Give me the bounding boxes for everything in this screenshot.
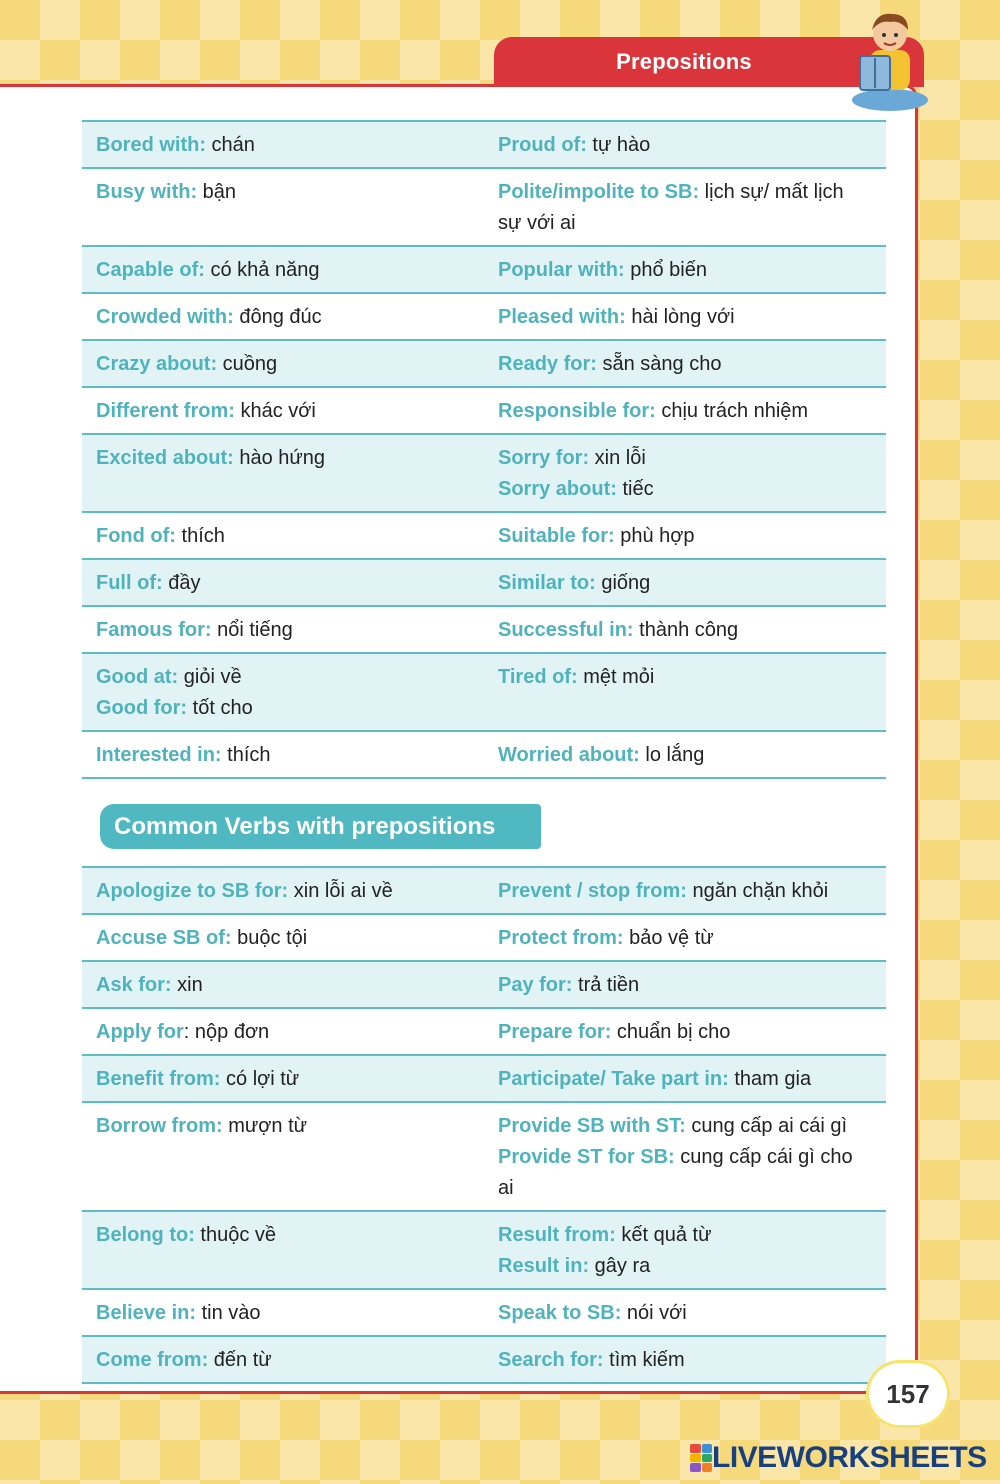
entry-term: Similar to:: [498, 572, 596, 594]
entry-line: [498, 1298, 872, 1329]
entry-line: [96, 130, 470, 161]
entry-term: Come from:: [96, 1349, 209, 1371]
table-cell-right: [484, 868, 886, 913]
table-cell-left: [82, 962, 484, 1007]
entry-line: [498, 1111, 872, 1142]
entry-meaning: bận: [197, 181, 237, 203]
table-row: [82, 1009, 886, 1056]
entry-line: [498, 474, 872, 505]
table-cell-left: [82, 868, 484, 913]
entry-term: Belong to:: [96, 1224, 195, 1246]
section-title: Common Verbs with prepositions: [114, 813, 496, 840]
table-cell-left: [82, 247, 484, 292]
table-cell-left: [82, 1290, 484, 1335]
table-row: [82, 607, 886, 654]
entry-term: Search for:: [498, 1349, 604, 1371]
entry-meaning: chán: [206, 134, 255, 156]
entry-line: [96, 177, 470, 208]
entry-term: Prevent / stop from:: [498, 880, 687, 902]
entry-line: [96, 349, 470, 380]
entry-term: Proud of:: [498, 134, 587, 156]
entry-meaning: tham gia: [728, 1068, 812, 1090]
entry-term: Capable of:: [96, 259, 205, 281]
entry-line: [96, 302, 470, 333]
entry-term: Good for:: [96, 697, 188, 719]
entry-line: [96, 1111, 470, 1142]
entry-term: Ready for:: [498, 353, 597, 375]
page-title: Prepositions: [616, 49, 752, 74]
page-number-badge: [866, 1360, 950, 1428]
table-cell-right: [484, 388, 886, 433]
entry-meaning: cung cấp ai cái gì: [685, 1115, 848, 1137]
entry-meaning: có khả năng: [204, 259, 320, 281]
entry-term: Result from:: [498, 1224, 616, 1246]
table-cell-left: [82, 1056, 484, 1101]
entry-term: Responsible for:: [498, 400, 656, 422]
table-cell-left: [82, 1212, 484, 1288]
entry-term: Ask for:: [96, 974, 172, 996]
entry-term: Busy with:: [96, 181, 198, 203]
table-cell-right: [484, 607, 886, 652]
table-cell-left: [82, 1009, 484, 1054]
table-cell-left: [82, 654, 484, 730]
entry-term: Believe in:: [96, 1302, 197, 1324]
entry-meaning: đông đúc: [233, 306, 322, 328]
entry-line: [498, 876, 872, 907]
entry-meaning: : nộp đơn: [183, 1021, 270, 1043]
entry-line: [498, 443, 872, 474]
adjective-prepositions-table: [82, 120, 886, 779]
entry-term: Tired of:: [498, 666, 578, 688]
table-cell-left: [82, 513, 484, 558]
entry-term: Bored with:: [96, 134, 206, 156]
table-cell-left: [82, 560, 484, 605]
entry-line: [96, 1220, 470, 1251]
table-cell-left: [82, 607, 484, 652]
entry-term: Worried about:: [498, 744, 640, 766]
entry-term: Popular with:: [498, 259, 625, 281]
entry-meaning: thuộc về: [194, 1224, 277, 1246]
entry-meaning: đầy: [162, 572, 201, 594]
entry-line: [96, 1017, 470, 1048]
entry-meaning: ngăn chặn khỏi: [686, 880, 829, 902]
table-cell-right: [484, 247, 886, 292]
table-cell-left: [82, 169, 484, 245]
liveworksheets-logo-icon: [690, 1444, 712, 1472]
entry-meaning: gây ra: [589, 1255, 651, 1277]
table-cell-left: [82, 341, 484, 386]
entry-meaning: tiếc: [616, 478, 654, 500]
entry-meaning: lo lắng: [639, 744, 705, 766]
entry-term: Suitable for:: [498, 525, 615, 547]
entry-line: [498, 1345, 872, 1376]
entry-line: [96, 876, 470, 907]
table-cell-right: [484, 1103, 886, 1210]
table-cell-right: [484, 1337, 886, 1382]
entry-line: [498, 1064, 872, 1095]
table-row: [82, 1103, 886, 1212]
entry-line: [96, 396, 470, 427]
table-row: [82, 732, 886, 779]
entry-line: [498, 349, 872, 380]
entry-term: Speak to SB:: [498, 1302, 622, 1324]
table-cell-right: [484, 435, 886, 511]
entry-meaning: buộc tội: [231, 927, 308, 949]
entry-line: [96, 1345, 470, 1376]
entry-meaning: xin: [171, 974, 203, 996]
table-row: [82, 513, 886, 560]
table-row: [82, 169, 886, 247]
table-cell-right: [484, 560, 886, 605]
entry-meaning: chịu trách nhiệm: [655, 400, 809, 422]
entry-line: [498, 1017, 872, 1048]
table-row: [82, 294, 886, 341]
table-row: [82, 247, 886, 294]
table-row: [82, 1056, 886, 1103]
table-row: [82, 122, 886, 169]
table-cell-right: [484, 341, 886, 386]
entry-term: Result in:: [498, 1255, 590, 1277]
brand-watermark: [690, 1440, 990, 1476]
entry-term: Good at:: [96, 666, 179, 688]
entry-term: Protect from:: [498, 927, 624, 949]
entry-term: Full of:: [96, 572, 163, 594]
entry-term: Benefit from:: [96, 1068, 221, 1090]
entry-line: [96, 740, 470, 771]
entry-term: Polite/impolite to SB:: [498, 181, 700, 203]
entry-meaning: giống: [595, 572, 651, 594]
entry-meaning: kết quả từ: [615, 1224, 712, 1246]
entry-term: Crazy about:: [96, 353, 218, 375]
table-cell-left: [82, 1337, 484, 1382]
table-cell-left: [82, 1103, 484, 1210]
entry-meaning: tin vào: [196, 1302, 261, 1324]
entry-meaning: đến từ: [208, 1349, 272, 1371]
entry-line: [96, 662, 470, 693]
table-cell-right: [484, 1290, 886, 1335]
entry-line: [96, 1298, 470, 1329]
entry-meaning: thành công: [633, 619, 739, 641]
entry-meaning: bảo vệ từ: [623, 927, 714, 949]
entry-line: [96, 970, 470, 1001]
entry-line: [96, 443, 470, 474]
entry-line: [498, 1220, 872, 1251]
table-row: [82, 1337, 886, 1384]
entry-meaning: nổi tiếng: [211, 619, 293, 641]
entry-line: [498, 662, 872, 693]
table-cell-right: [484, 915, 886, 960]
entry-meaning: khác với: [234, 400, 316, 422]
entry-meaning: chuẩn bị cho: [611, 1021, 731, 1043]
entry-term: Borrow from:: [96, 1115, 223, 1137]
table-cell-right: [484, 654, 886, 730]
entry-line: [96, 255, 470, 286]
entry-meaning: tự hào: [586, 134, 651, 156]
entry-meaning: hào hứng: [233, 447, 326, 469]
table-cell-right: [484, 294, 886, 339]
entry-term: Prepare for:: [498, 1021, 612, 1043]
entry-meaning: cung cấp cái gì cho ai: [498, 1146, 853, 1199]
entry-meaning: nói với: [621, 1302, 687, 1324]
entry-line: [96, 923, 470, 954]
entry-meaning: phù hợp: [614, 525, 695, 547]
entry-line: [96, 615, 470, 646]
entry-term: Famous for:: [96, 619, 212, 641]
entry-line: [498, 1142, 872, 1204]
table-row: [82, 962, 886, 1009]
entry-term: Different from:: [96, 400, 235, 422]
table-cell-right: [484, 169, 886, 245]
entry-meaning: lịch sự/ mất lịch sự với ai: [498, 181, 844, 234]
boy-reading-book-icon: [842, 8, 932, 112]
table-cell-left: [82, 122, 484, 167]
entry-term: Crowded with:: [96, 306, 234, 328]
table-row: [82, 560, 886, 607]
entry-meaning: cuồng: [217, 353, 278, 375]
entry-line: [96, 568, 470, 599]
entry-meaning: trả tiền: [572, 974, 640, 996]
entry-line: [498, 970, 872, 1001]
brand-name: LIVEWORKSHEETS: [712, 1441, 987, 1474]
entry-term: Participate/ Take part in:: [498, 1068, 729, 1090]
entry-line: [498, 568, 872, 599]
entry-line: [498, 1251, 872, 1282]
entry-line: [498, 130, 872, 161]
table-cell-right: [484, 513, 886, 558]
entry-line: [498, 923, 872, 954]
entry-meaning: xin lỗi: [589, 447, 646, 469]
table-cell-right: [484, 122, 886, 167]
entry-term: Excited about:: [96, 447, 234, 469]
entry-line: [498, 396, 872, 427]
entry-meaning: sẵn sàng cho: [596, 353, 722, 375]
entry-term: Sorry for:: [498, 447, 590, 469]
table-row: [82, 388, 886, 435]
table-row: [82, 1212, 886, 1290]
table-row: [82, 341, 886, 388]
entry-line: [498, 302, 872, 333]
entry-term: Accuse SB of:: [96, 927, 232, 949]
table-cell-left: [82, 388, 484, 433]
entry-meaning: phổ biến: [624, 259, 707, 281]
entry-term: Successful in:: [498, 619, 634, 641]
table-cell-left: [82, 294, 484, 339]
page-number: 157: [886, 1379, 930, 1409]
entry-line: [498, 255, 872, 286]
table-row: [82, 1290, 886, 1337]
entry-line: [498, 740, 872, 771]
table-cell-right: [484, 732, 886, 777]
entry-meaning: hài lòng với: [625, 306, 735, 328]
table-row: [82, 435, 886, 513]
table-row: [82, 915, 886, 962]
table-row: [82, 868, 886, 915]
entry-meaning: mượn từ: [222, 1115, 308, 1137]
entry-meaning: giỏi về: [178, 666, 242, 688]
entry-meaning: thích: [175, 525, 225, 547]
table-cell-right: [484, 962, 886, 1007]
entry-term: Apply for: [96, 1021, 184, 1043]
entry-line: [96, 521, 470, 552]
entry-meaning: tốt cho: [187, 697, 253, 719]
entry-term: Pay for:: [498, 974, 573, 996]
verb-prepositions-table: [82, 866, 886, 1384]
table-row: [82, 654, 886, 732]
table-cell-right: [484, 1056, 886, 1101]
entry-line: [96, 693, 470, 724]
entry-meaning: tìm kiếm: [603, 1349, 685, 1371]
entry-line: [96, 1064, 470, 1095]
entry-term: Apologize to SB for:: [96, 880, 289, 902]
entry-term: Sorry about:: [498, 478, 617, 500]
entry-term: Fond of:: [96, 525, 176, 547]
entry-meaning: xin lỗi ai về: [288, 880, 393, 902]
table-cell-left: [82, 435, 484, 511]
table-cell-right: [484, 1212, 886, 1288]
entry-line: [498, 615, 872, 646]
entry-term: Provide ST for SB:: [498, 1146, 675, 1168]
entry-meaning: thích: [221, 744, 271, 766]
entry-meaning: có lợi từ: [220, 1068, 300, 1090]
table-cell-left: [82, 732, 484, 777]
table-cell-left: [82, 915, 484, 960]
entry-term: Pleased with:: [498, 306, 626, 328]
entry-line: [498, 521, 872, 552]
entry-term: Provide SB with ST:: [498, 1115, 686, 1137]
entry-term: Interested in:: [96, 744, 222, 766]
entry-line: [498, 177, 872, 239]
entry-meaning: mệt mỏi: [577, 666, 655, 688]
section-heading: [100, 804, 541, 849]
table-cell-right: [484, 1009, 886, 1054]
